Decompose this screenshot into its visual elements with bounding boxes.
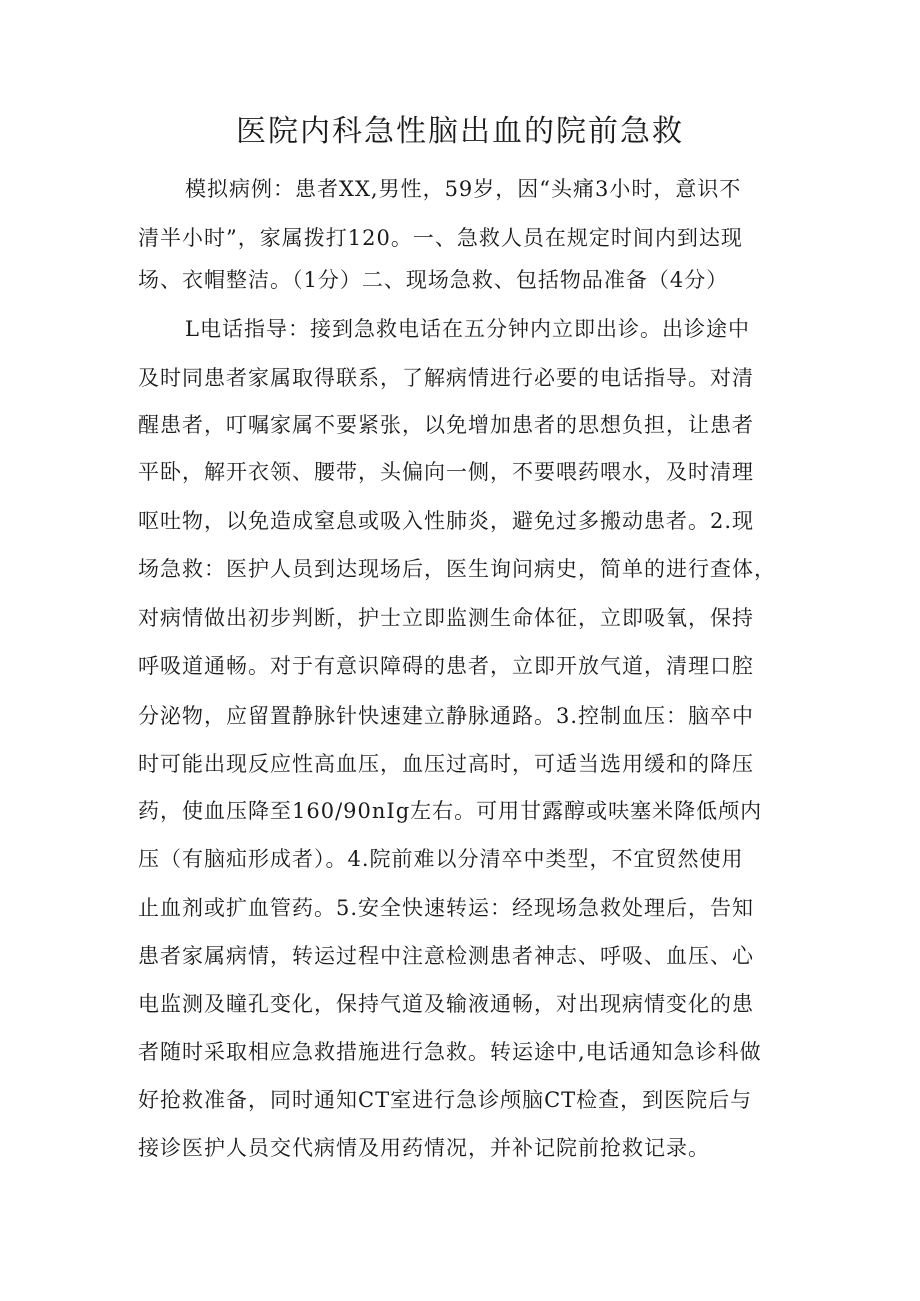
- text-line: 及时同患者家属取得联系，了解病情进行必要的电话指导。对清: [138, 366, 754, 390]
- text-line: 模拟病例：患者XX,男性，59岁，因“头痛3小时，意识不: [185, 177, 742, 201]
- text-line: 场急救：医护人员到达现场后，医生询问病史，简单的进行查体，: [138, 557, 776, 581]
- text-line: 清半小时”，家属拨打120。一、急救人员在规定时间内到达现: [138, 226, 743, 250]
- text-line: 时可能出现反应性高血压，血压过高时，可适当选用缓和的降压: [138, 752, 754, 776]
- text-line: 止血剂或扩血管药。5.安全快速转运：经现场急救处理后，告知: [138, 896, 755, 920]
- document-title: 医院内科急性脑出血的院前急救: [236, 114, 684, 149]
- text-line: 患者家属病情，转运过程中注意检测患者神志、呼吸、血压、心: [138, 944, 754, 968]
- text-line: 呕吐物，以免造成窒息或吸入性肺炎，避免过多搬动患者。2.现: [138, 509, 755, 533]
- text-line: 呼吸道通畅。对于有意识障碍的患者，立即开放气道，清理口腔: [138, 654, 754, 678]
- text-line: 醒患者，叮嘱家属不要紧张，以免增加患者的思想负担，让患者: [138, 413, 754, 437]
- text-line: 平卧，解开衣领、腰带，头偏向一侧，不要喂药喂水，及时清理: [138, 460, 754, 484]
- text-line: 压（有脑疝形成者）。4.院前难以分清卒中类型，不宜贸然使用: [138, 847, 744, 871]
- text-line: 对病情做出初步判断，护士立即监测生命体征，立即吸氧，保持: [138, 606, 754, 630]
- text-line: 接诊医护人员交代病情及用药情况，并补记院前抢救记录。: [138, 1136, 710, 1160]
- text-line: 分泌物，应留置静脉针快速建立静脉通路。3.控制血压：脑卒中: [138, 704, 755, 728]
- text-line: 者随时采取相应急救措施进行急救。转运途中,电话通知急诊科做: [138, 1040, 762, 1064]
- text-line: 好抢救准备，同时通知CT室进行急诊颅脑CT检查，到医院后与: [138, 1088, 753, 1112]
- text-line: 场、衣帽整洁。（1分）二、现场急救、包括物品准备（4分）: [138, 268, 729, 292]
- text-line: L电话指导：接到急救电话在五分钟内立即出诊。出诊途中: [185, 317, 750, 341]
- text-line: 药，使血压降至160/90nIg左右。可用甘露醇或呋塞米降低颅内: [138, 799, 763, 823]
- text-line: 电监测及瞳孔变化，保持气道及输液通畅，对出现病情变化的患: [138, 992, 754, 1016]
